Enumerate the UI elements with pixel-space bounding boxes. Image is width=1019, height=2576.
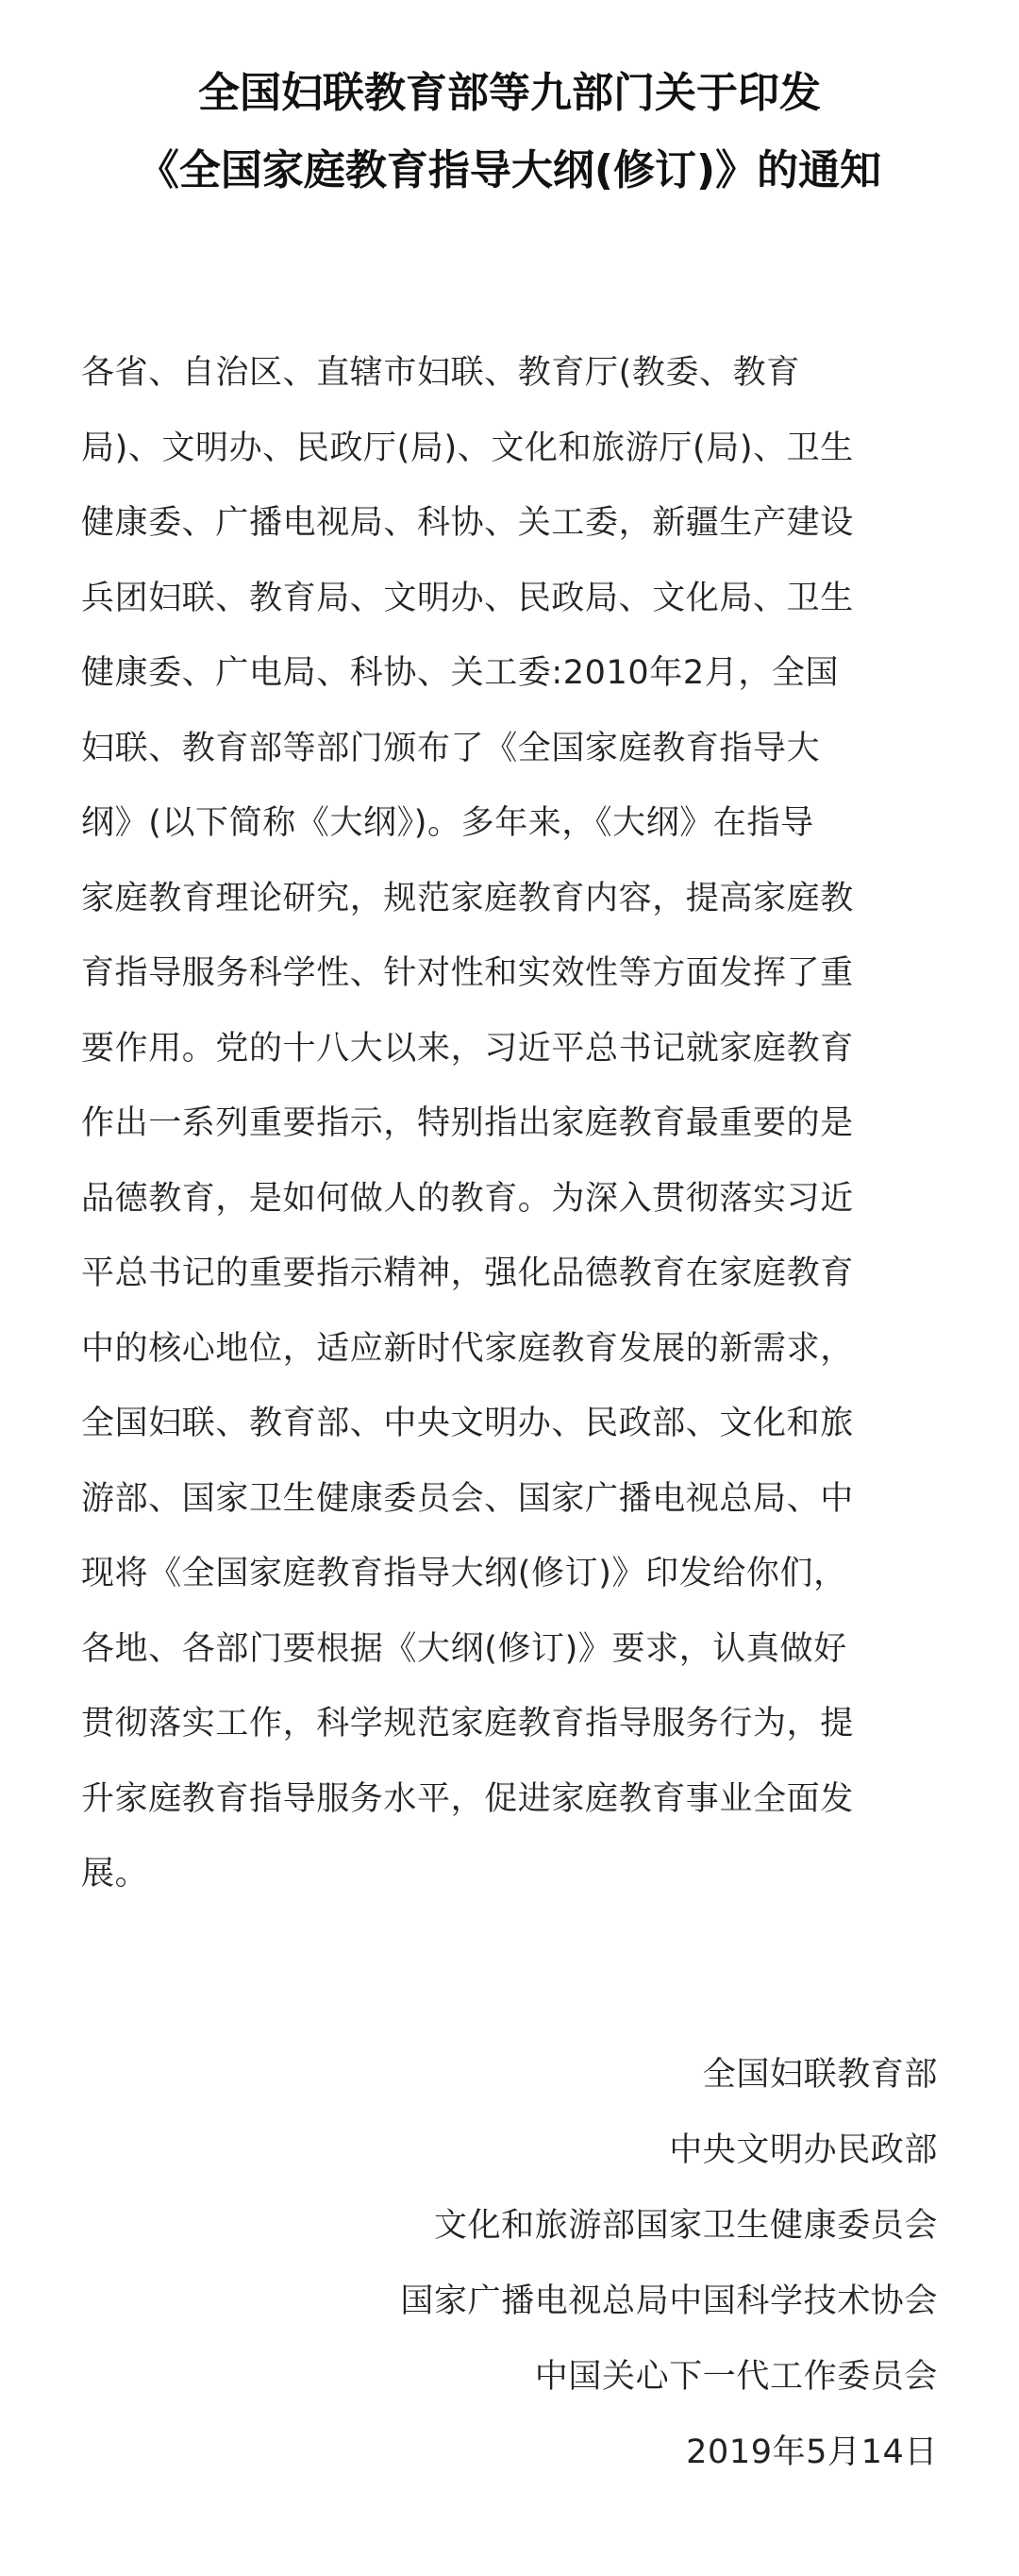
signature-org: 全国妇联教育部 xyxy=(702,2056,938,2094)
body-line: 游部、国家卫生健康委员会、国家广播电视总局、中 xyxy=(81,1479,854,1518)
signature-org: 中国关心下一代工作委员会 xyxy=(534,2358,938,2396)
body-line: 各省、自治区、直辖市妇联、教育厅(教委、教育 xyxy=(81,354,800,392)
body-line: 妇联、教育部等部门颁布了《全国家庭教育指导大 xyxy=(81,729,821,767)
signature-block xyxy=(400,2037,938,2490)
body-line: 升家庭教育指导服务水平，促进家庭教育事业全面发 xyxy=(81,1779,854,1818)
body-line: 贯彻落实工作，科学规范家庭教育指导服务行为，提 xyxy=(81,1705,854,1743)
signature-org: 国家广播电视总局中国科学技术协会 xyxy=(400,2282,938,2320)
body-line: 家庭教育理论研究，规范家庭教育内容，提高家庭教 xyxy=(81,879,854,918)
body-line: 健康委、广播电视局、科协、关工委，新疆生产建设 xyxy=(81,504,854,542)
body-line: 兵团妇联、教育局、文明办、民政局、文化局、卫生 xyxy=(81,579,854,617)
body-line: 健康委、广电局、科协、关工委:2010年2月，全国 xyxy=(81,654,840,692)
body-line: 平总书记的重要指示精神，强化品德教育在家庭教育 xyxy=(81,1254,854,1292)
body-line: 现将《全国家庭教育指导大纲(修订)》印发给你们， xyxy=(81,1555,847,1592)
signature-org: 中央文明办民政部 xyxy=(669,2131,938,2169)
body-line: 品德教育，是如何做人的教育。为深入贯彻落实习近 xyxy=(81,1179,854,1218)
notice-body xyxy=(81,336,938,1912)
title-line-2: 《全国家庭教育指导大纲(修订)》的通知 xyxy=(137,146,882,194)
body-line: 局)、文明办、民政厅(局)、文化和旅游厅(局)、卫生 xyxy=(81,429,854,467)
body-line: 全国妇联、教育部、中央文明办、民政部、文化和旅 xyxy=(81,1405,854,1442)
body-line: 作出一系列重要指示，特别指出家庭教育最重要的是 xyxy=(81,1104,854,1142)
signature-org: 文化和旅游部国家卫生健康委员会 xyxy=(433,2207,938,2245)
document-title xyxy=(81,0,938,210)
body-line: 各地、各部门要根据《大纲(修订)》要求，认真做好 xyxy=(81,1629,847,1668)
body-line: 育指导服务科学性、针对性和实效性等方面发挥了重 xyxy=(81,954,854,992)
body-line: 中的核心地位，适应新时代家庭教育发展的新需求， xyxy=(81,1329,854,1368)
body-line: 要作用。党的十八大以来，习近平总书记就家庭教育 xyxy=(81,1029,854,1068)
signature-date: 2019年5月14日 xyxy=(686,2433,938,2471)
title-line-1: 全国妇联教育部等九部门关于印发 xyxy=(198,69,821,117)
body-line: 纲》(以下简称《大纲》)。多年来，《大纲》在指导 xyxy=(81,804,814,842)
body-line: 展。 xyxy=(81,1855,149,1893)
